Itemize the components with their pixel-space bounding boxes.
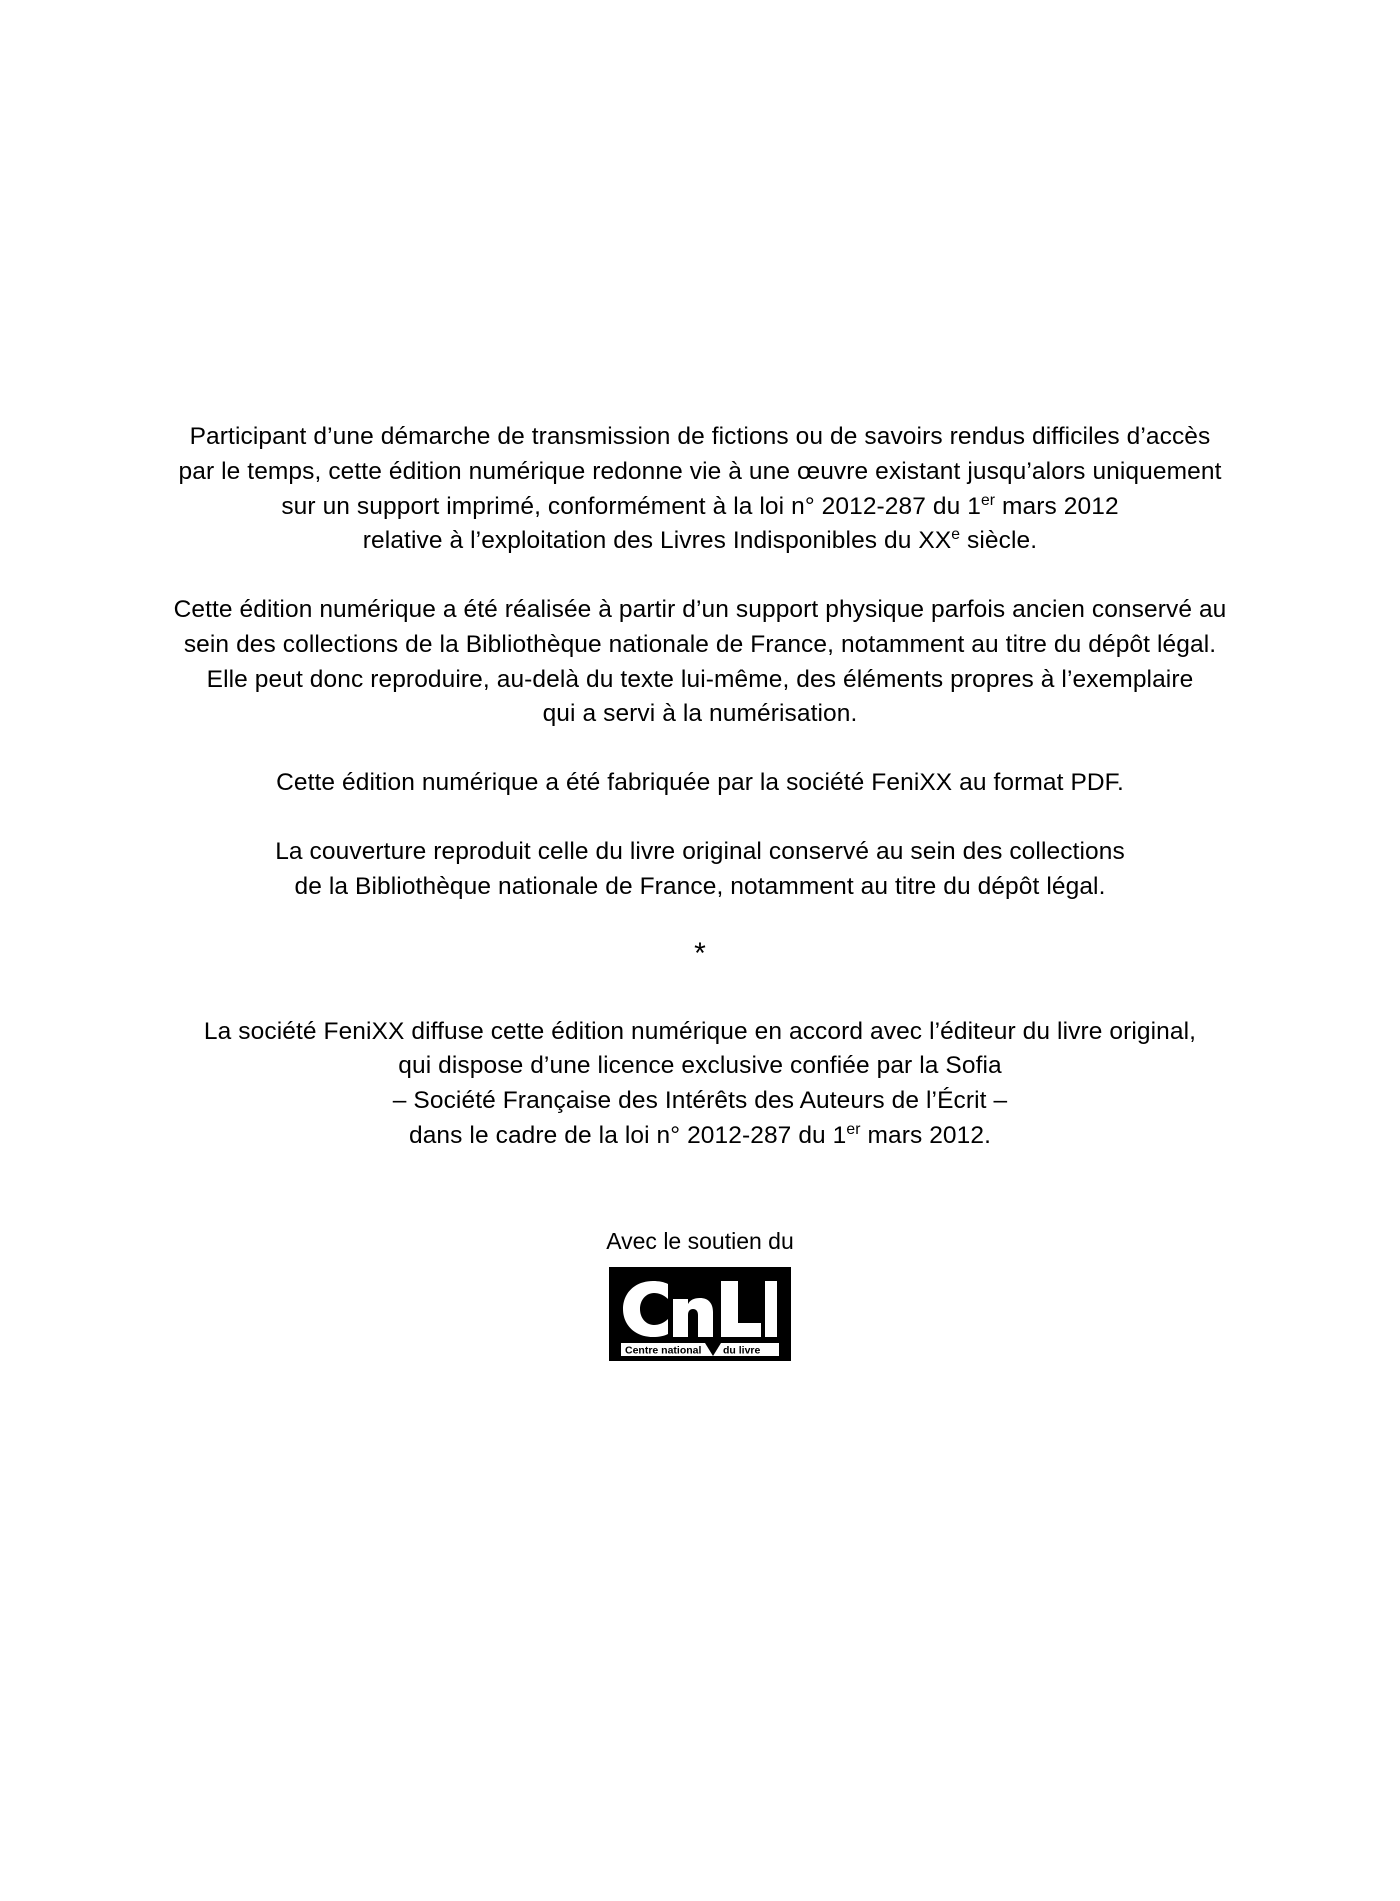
paragraph-fabrication [110,766,1290,801]
superscript-e: e [951,526,961,544]
paragraph-line: La couverture reproduit celle du livre original conservé au sein des collections [275,838,1125,866]
paragraph-line: – Société Française des Intérêts des Auteurs de l’Écrit – [392,1087,1008,1115]
bottom-spacer [110,1366,1290,1486]
paragraph-line: par le temps, cette édition numérique redonne vie à une œuvre existant jusqu’alors uniquement [178,457,1222,485]
superscript-er: er [980,491,996,509]
paragraph-line: Elle peut donc reproduire, au-delà du texte lui-même, des éléments propres à l’exemplaire [206,665,1194,693]
svg-text:Centre national: Centre national [625,1344,702,1357]
section-separator: * [694,936,706,970]
paragraph-line: relative à l’exploitation des Livres Indisponibles du XXe siècle. [362,526,1038,555]
paragraph-couverture [110,835,1290,905]
paragraph-line: Cette édition numérique a été réalisée à partir d’un support physique parfois ancien conservé au [173,596,1227,624]
cnl-logo-icon [609,1267,791,1361]
document-body [110,420,1290,1486]
paragraph-diffusion [110,1015,1290,1154]
paragraph-line: qui a servi à la numérisation. [542,700,858,728]
paragraph-support-physique [110,593,1290,732]
paragraph-line: qui dispose d’une licence exclusive confiée par la Sofia [398,1052,1002,1080]
paragraph-line: sur un support imprimé, conformément à la loi n° 2012-287 du 1er mars 2012 [281,491,1119,520]
svg-text:du livre: du livre [723,1344,761,1357]
paragraph-line: de la Bibliothèque nationale de France, notamment au titre du dépôt légal. [294,872,1106,900]
paragraph-line: Participant d’une démarche de transmission de fictions ou de savoirs rendus difficiles d’accès [189,423,1211,450]
paragraph-line: sein des collections de la Bibliothèque nationale de France, notamment au titre du dépôt légal. [183,630,1217,658]
superscript-er: er [846,1120,861,1138]
paragraph-line: La société FeniXX diffuse cette édition numérique en accord avec l’éditeur du livre original, [203,1017,1197,1045]
paragraph-line: Cette édition numérique a été fabriquée par la société FeniXX au format PDF. [276,769,1124,797]
paragraph-line: dans le cadre de la loi n° 2012-287 du 1er mars 2012. [408,1120,992,1149]
paragraph-transmission [110,420,1290,559]
support-label: Avec le soutien du [606,1227,794,1254]
support-block [110,1228,1290,1366]
